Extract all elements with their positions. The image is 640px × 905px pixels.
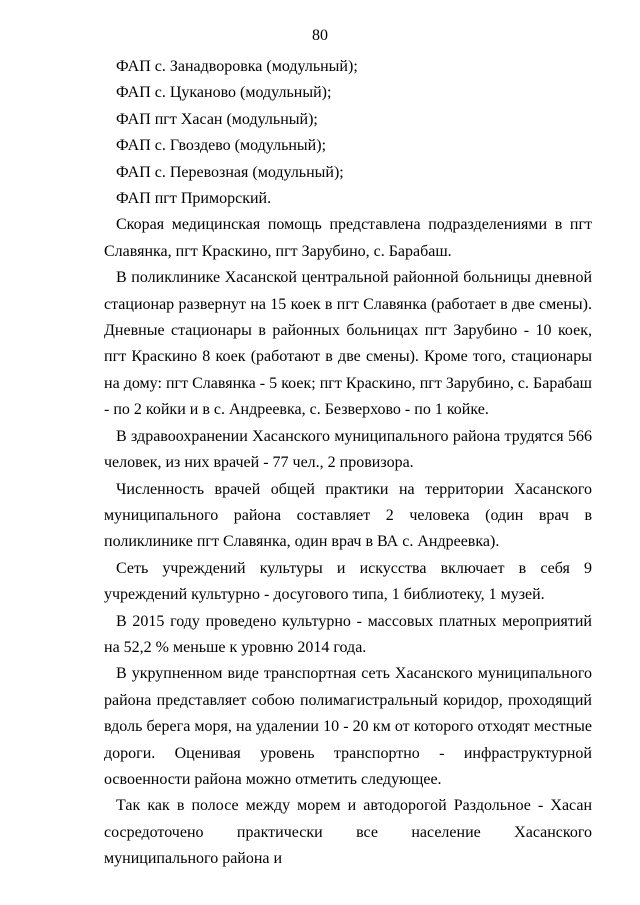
document-body (104, 54, 592, 873)
paragraph-cultural-events: В 2015 году проведено культурно - массовых платных мероприятий на 52,2 % меньше к уровню 2014 года. (104, 612, 592, 656)
paragraph-transport-network: В укрупненном виде транспортная сеть Хасанского муниципального района представляет собою полимагистральный коридор, проходящий вдоль берега моря, на удалении 10 - 20 км от которого отходят местные дороги. Оценивая уровень транспортно - инфраструктурной освоенности района можно отметить следующее. (104, 665, 592, 788)
facility-item: ФАП пгт Приморский. (116, 190, 272, 208)
paragraph-emergency-care: Скорая медицинская помощь представлена подразделениями в пгт Славянка, пгт Краскино, пгт Зарубино, с. Барабаш. (104, 216, 592, 260)
facility-list (104, 54, 592, 212)
facility-item: ФАП с. Перевозная (модульный); (116, 163, 344, 181)
facility-item: ФАП с. Гвоздево (модульный); (116, 137, 327, 155)
paragraph-healthcare-staff: В здравоохранении Хасанского муниципального района трудятся 566 человек, из них врачей - 77 чел., 2 провизора. (104, 427, 592, 472)
paragraph-population-corridor: Так как в полосе между морем и автодорогой Раздольное - Хасан сосредоточено практически все население Хасанского муниципального района и (104, 797, 592, 868)
paragraph-general-practitioners: Численность врачей общей практики на территории Хасанского муниципального района составляет 2 человека (один врач в поликлинике пгт Славянка, один врач в ВА с. Андреевка). (104, 480, 592, 551)
facility-item: ФАП пгт Хасан (модульный); (116, 110, 318, 128)
paragraph-culture-network: Сеть учреждений культуры и искусства включает в себя 9 учреждений культурно - досугового типа, 1 библиотеку, 1 музей. (104, 559, 592, 604)
facility-item: ФАП с. Занадворовка (модульный); (116, 58, 358, 75)
page-number: 80 (312, 27, 328, 44)
facility-item: ФАП с. Цуканово (модульный); (116, 84, 332, 102)
paragraph-day-hospitals: В поликлинике Хасанской центральной районной больницы дневной стационар развернут на 15 коек в пгт Славянка (работает в две смены). Дневные стационары в районных больницах пгт Зарубино - 10 коек, пгт Краскино 8 коек (работают в две смены). Кроме того, стационары на дому: пгт Славянка - 5 коек; пгт Краскино, пгт Зарубино, с. Барабаш - по 2 койки и в с. Андреевка, с. Безверхово - по 1 койке. (104, 269, 592, 419)
